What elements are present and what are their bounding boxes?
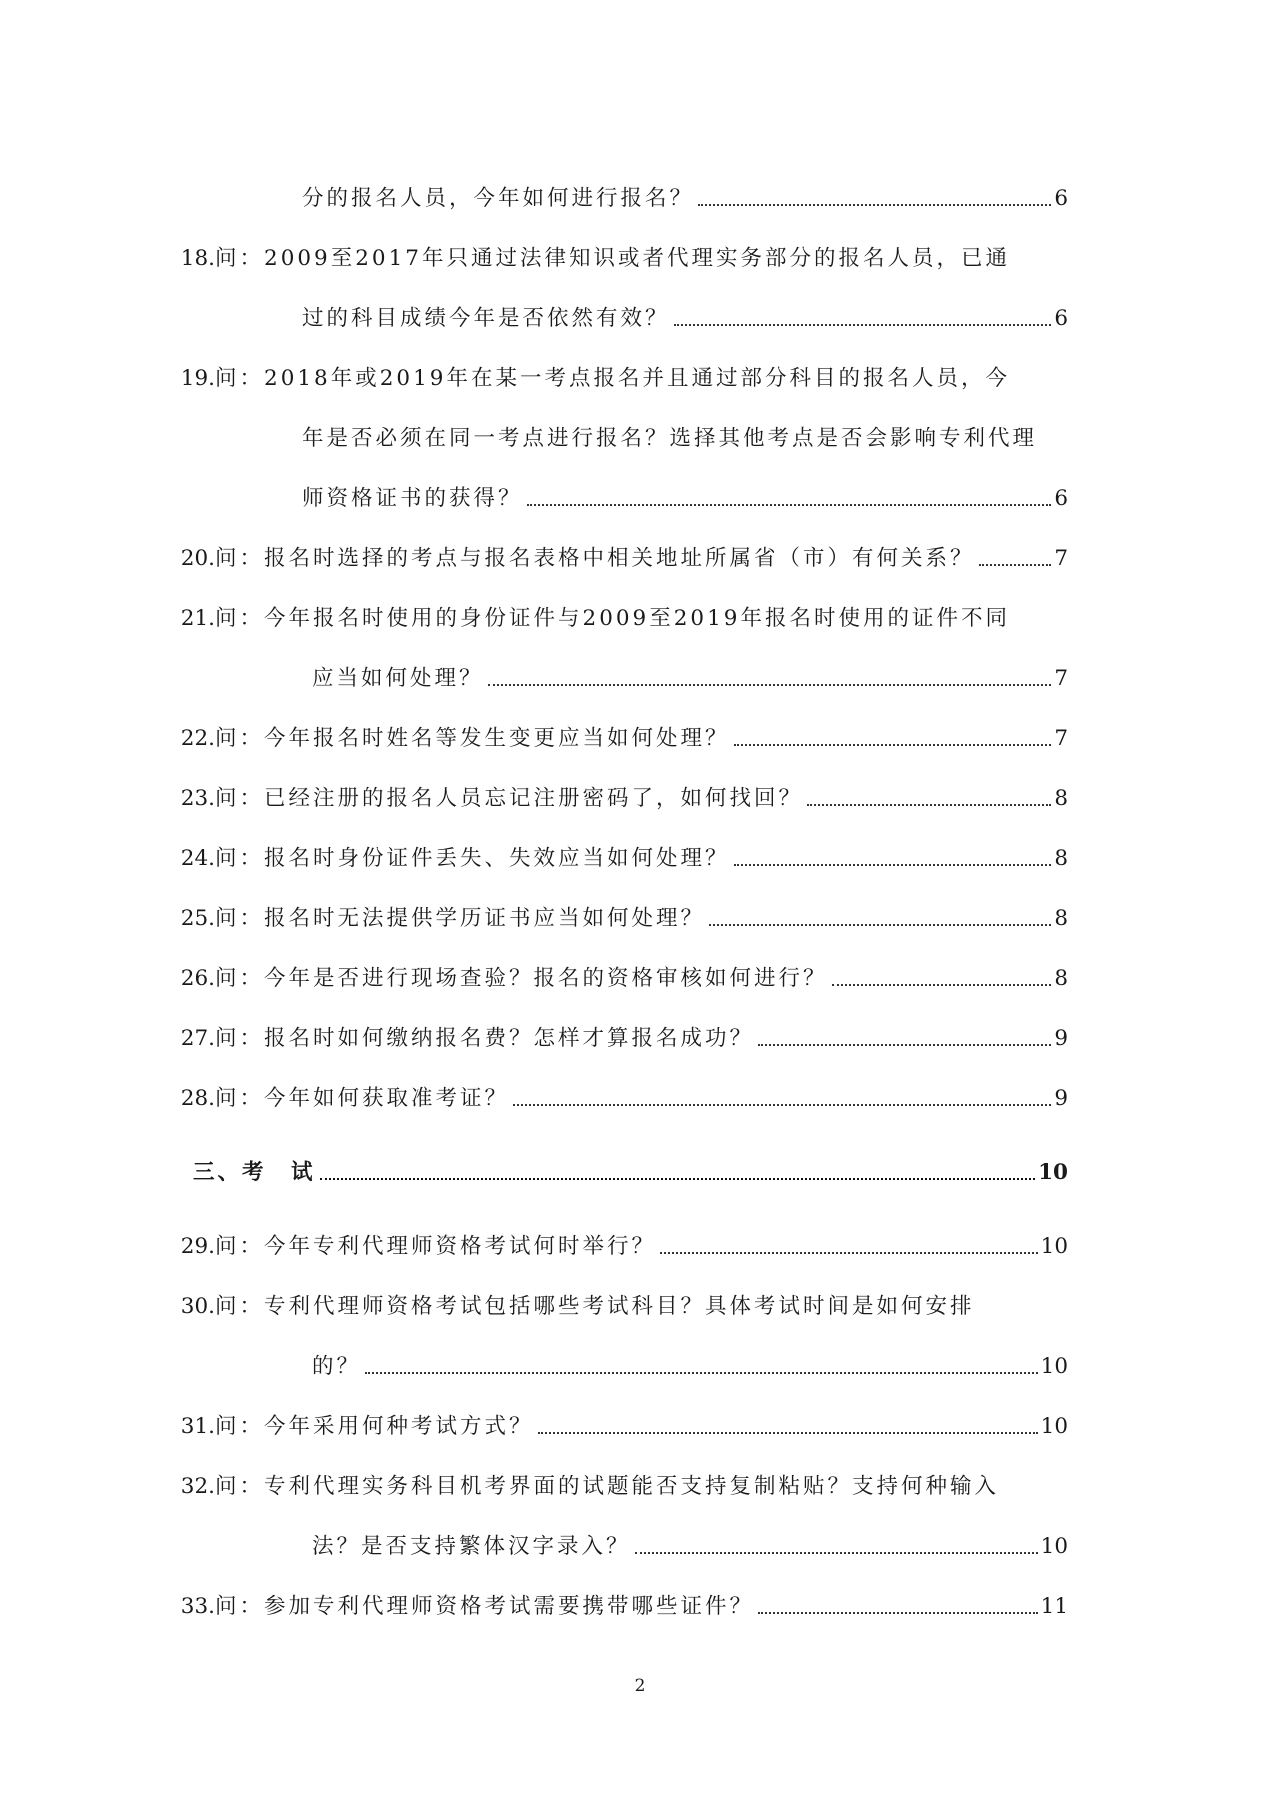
leader-dots: [734, 744, 1052, 746]
leader-dots: [758, 1044, 1051, 1046]
toc-page: 7: [1054, 726, 1068, 751]
toc-question-mark: 问：: [215, 726, 265, 751]
toc-entry-32: [155, 1462, 1068, 1502]
toc-page: 6: [1054, 486, 1068, 511]
leader-dots: [709, 924, 1051, 926]
toc-entry-30: [155, 1282, 1068, 1322]
toc-page: 9: [1054, 1086, 1068, 1111]
toc-entry-24: [155, 834, 1068, 874]
toc-page: 8: [1054, 966, 1068, 991]
toc-number: 18.: [180, 246, 215, 271]
toc-question-mark: 问：: [215, 786, 265, 811]
leader-dots: [758, 1612, 1038, 1614]
toc-line: [302, 294, 1068, 334]
toc-text: 今年报名时姓名等发生变更应当如何处理？: [264, 726, 730, 751]
toc-section-heading: [193, 1148, 1068, 1188]
toc-question-mark: 问：: [215, 1234, 265, 1259]
toc-number: 27.: [180, 1026, 215, 1051]
toc-text: 今年专利代理师资格考试何时举行？: [264, 1234, 657, 1259]
toc-number: 28.: [180, 1086, 215, 1111]
leader-dots: [807, 804, 1051, 806]
toc-text: 已经注册的报名人员忘记注册密码了，如何找回？: [264, 786, 804, 811]
leader-dots: [832, 984, 1052, 986]
toc-entry-23: [155, 774, 1068, 814]
toc-page: 10: [1040, 1354, 1068, 1379]
toc-text: 应当如何处理？: [312, 666, 484, 691]
toc-text: 报名时如何缴纳报名费？怎样才算报名成功？: [264, 1026, 755, 1051]
toc-entry-26: [155, 954, 1068, 994]
toc-question-mark: 问：: [215, 1026, 265, 1051]
toc-number: 31.: [180, 1414, 215, 1439]
leader-dots: [320, 1178, 1036, 1180]
toc-number: 30.: [180, 1294, 215, 1319]
toc-line: [312, 654, 1068, 694]
toc-entry-19: [155, 354, 1068, 394]
toc-text: 2018年或2019年在某一考点报名并且通过部分科目的报名人员，今: [264, 366, 1010, 391]
toc-page: 8: [1054, 906, 1068, 931]
toc-page: 6: [1054, 186, 1068, 211]
toc-question-mark: 问：: [215, 966, 265, 991]
toc-text: 报名时无法提供学历证书应当如何处理？: [264, 906, 706, 931]
toc-number: 24.: [180, 846, 215, 871]
leader-dots: [734, 864, 1052, 866]
toc-entry-25: [155, 894, 1068, 934]
leader-dots: [527, 504, 1052, 506]
toc-line: [302, 474, 1068, 514]
toc-entry-33: [155, 1582, 1068, 1622]
toc-question-mark: 问：: [215, 246, 265, 271]
toc-page: 10: [1040, 1234, 1068, 1259]
leader-dots: [698, 204, 1051, 206]
toc-question-mark: 问：: [215, 366, 265, 391]
toc-number: 23.: [180, 786, 215, 811]
toc-number: 33.: [180, 1594, 215, 1619]
toc-entry-18: [155, 234, 1068, 274]
toc-question-mark: 问：: [215, 1474, 265, 1499]
toc-text: 师资格证书的获得？: [302, 486, 523, 511]
toc-number: 19.: [180, 366, 215, 391]
toc-text: 报名时身份证件丢失、失效应当如何处理？: [264, 846, 730, 871]
toc-page: 8: [1054, 846, 1068, 871]
toc-page: 6: [1054, 306, 1068, 331]
toc-page: 10: [1038, 1160, 1068, 1185]
toc-number: 29.: [180, 1234, 215, 1259]
toc-line: [302, 174, 1068, 214]
toc-text: 专利代理师资格考试包括哪些考试科目？具体考试时间是如何安排: [264, 1294, 975, 1319]
toc-page: 10: [1040, 1414, 1068, 1439]
toc-text: 参加专利代理师资格考试需要携带哪些证件？: [264, 1594, 755, 1619]
toc-text: 专利代理实务科目机考界面的试题能否支持复制粘贴？支持何种输入: [264, 1474, 1000, 1499]
toc-question-mark: 问：: [215, 1086, 265, 1111]
toc-text: 今年报名时使用的身份证件与2009至2019年报名时使用的证件不同: [264, 606, 1010, 631]
toc-number: 32.: [180, 1474, 215, 1499]
toc-page: 8: [1054, 786, 1068, 811]
toc-question-mark: 问：: [215, 906, 265, 931]
toc-page: 10: [1040, 1534, 1068, 1559]
toc-text: 报名时选择的考点与报名表格中相关地址所属省（市）有何关系？: [264, 546, 975, 571]
toc-question-mark: 问：: [215, 1414, 265, 1439]
toc-number: 20.: [180, 546, 215, 571]
toc-line: [312, 1522, 1068, 1562]
toc-text: 的？: [312, 1354, 362, 1379]
toc-question-mark: 问：: [215, 546, 265, 571]
toc-page: 7: [1054, 666, 1068, 691]
toc-entry-20: [155, 534, 1068, 574]
toc-text: 分的报名人员，今年如何进行报名？: [302, 186, 695, 211]
section-title: 三、考 试: [193, 1160, 316, 1185]
toc-line: [302, 414, 1068, 454]
toc-text: 今年是否进行现场查验？报名的资格审核如何进行？: [264, 966, 828, 991]
toc-text: 法？是否支持繁体汉字录入？: [312, 1534, 631, 1559]
toc-number: 22.: [180, 726, 215, 751]
toc-number: 21.: [180, 606, 215, 631]
toc-text: 年是否必须在同一考点进行报名？选择其他考点是否会影响专利代理: [302, 426, 1038, 451]
leader-dots: [674, 324, 1052, 326]
page-number: 2: [634, 1676, 646, 1696]
leader-dots: [488, 684, 1052, 686]
toc-entry-28: [155, 1074, 1068, 1114]
toc-entry-21: [155, 594, 1068, 634]
toc-entry-22: [155, 714, 1068, 754]
toc-page: 7: [1054, 546, 1068, 571]
toc-question-mark: 问：: [215, 1294, 265, 1319]
leader-dots: [660, 1252, 1038, 1254]
toc-page: 9: [1054, 1026, 1068, 1051]
toc-text: 过的科目成绩今年是否依然有效？: [302, 306, 670, 331]
toc-page: 11: [1040, 1594, 1068, 1619]
leader-dots: [979, 564, 1052, 566]
leader-dots: [513, 1104, 1051, 1106]
toc-entry-27: [155, 1014, 1068, 1054]
leader-dots: [635, 1552, 1038, 1554]
toc-text: 今年如何获取准考证？: [264, 1086, 510, 1111]
toc-number: 26.: [180, 966, 215, 991]
toc-entry-29: [155, 1222, 1068, 1262]
toc-text: 2009至2017年只通过法律知识或者代理实务部分的报名人员，已通: [264, 246, 1010, 271]
leader-dots: [365, 1372, 1038, 1374]
toc-question-mark: 问：: [215, 1594, 265, 1619]
leader-dots: [538, 1432, 1038, 1434]
toc-question-mark: 问：: [215, 846, 265, 871]
toc-text: 今年采用何种考试方式？: [264, 1414, 534, 1439]
toc-entry-31: [155, 1402, 1068, 1442]
toc-question-mark: 问：: [215, 606, 265, 631]
toc-line: [312, 1342, 1068, 1382]
toc-number: 25.: [180, 906, 215, 931]
